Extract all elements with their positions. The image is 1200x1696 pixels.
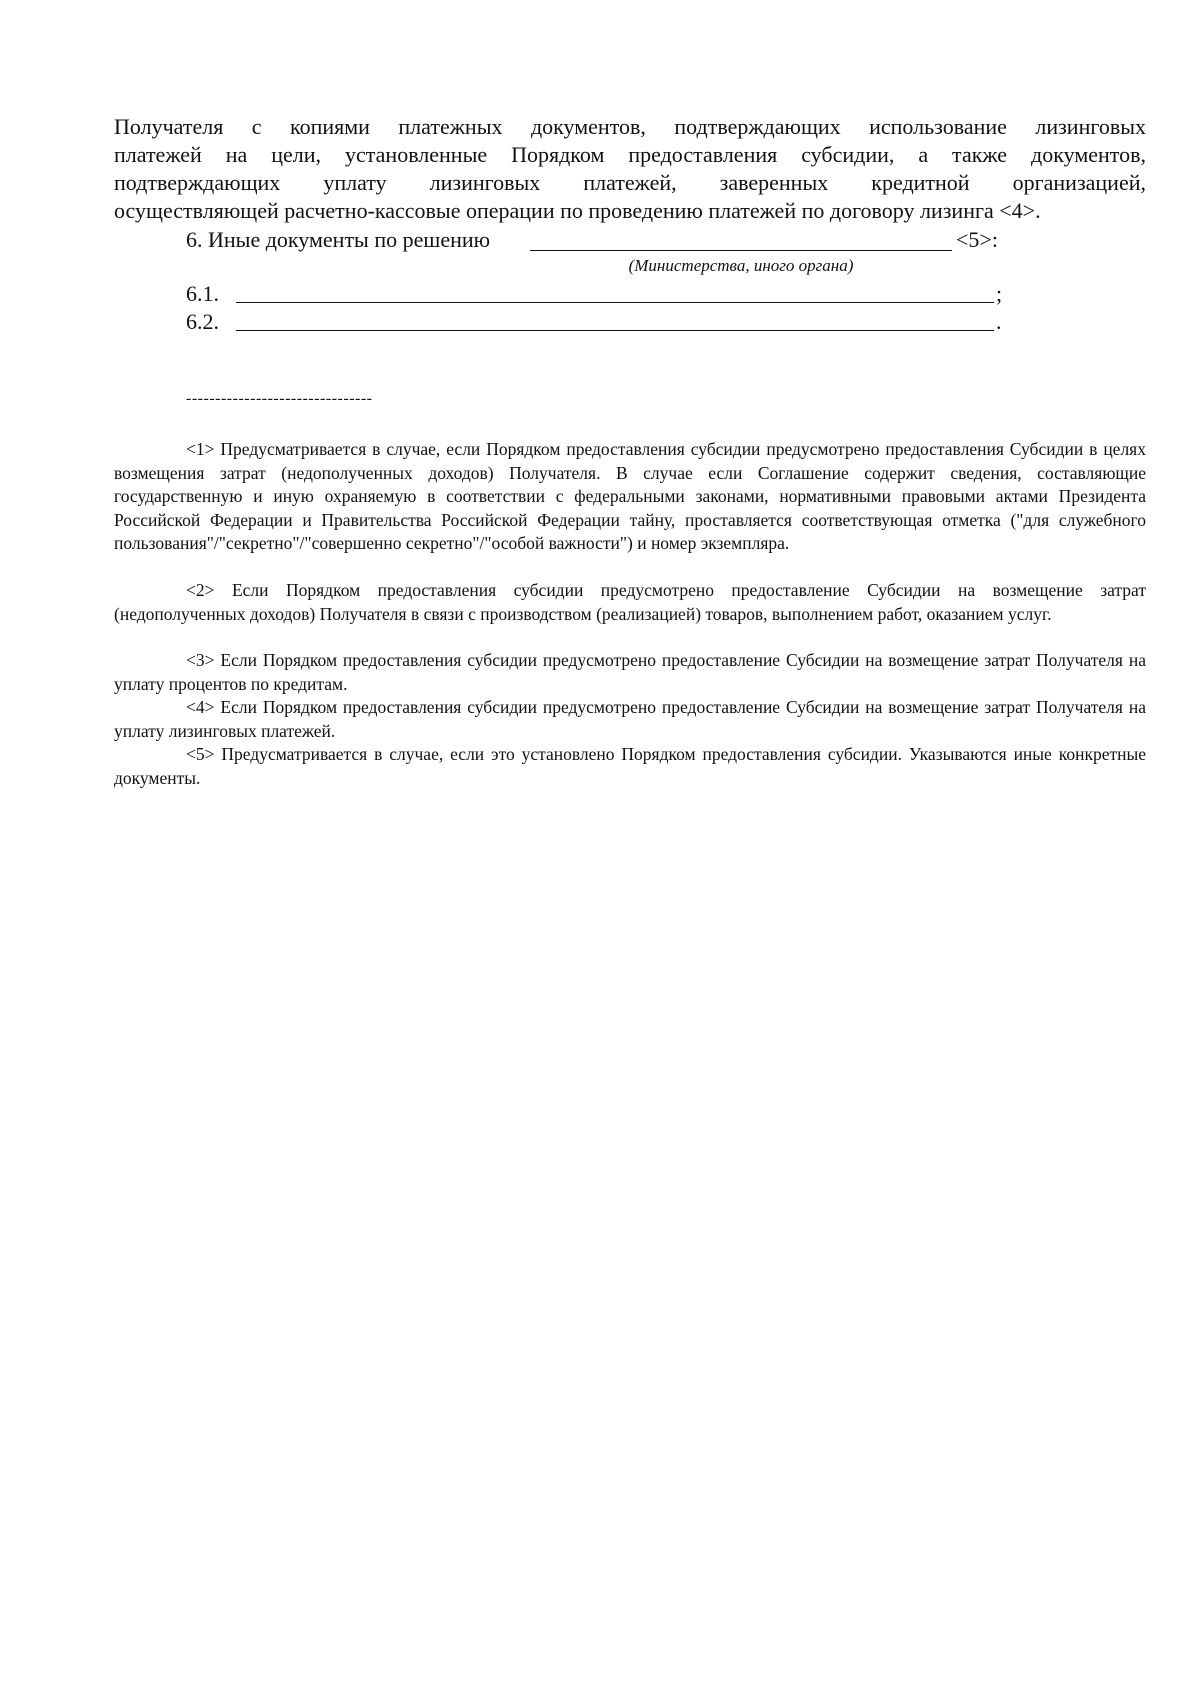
footnote-2 xyxy=(114,579,1146,626)
footnote-5 xyxy=(114,743,1146,790)
item-6-2-label: 6.2. xyxy=(186,309,219,334)
footnote-5-text: <5> Предусматривается в случае, если это установлено Порядком предоставления субсидии. Указываются иные конкретные документы. xyxy=(114,744,1146,788)
item-6-2-end: . xyxy=(996,309,1002,334)
paragraph-line: осуществляющей расчетно-кассовые операции по проведению платежей по договору лизинга <4>. xyxy=(114,198,1041,223)
footnote-3-text: <3> Если Порядком предоставления субсидии предусмотрено предоставление Субсидии на возмещение затрат Получателя на уплату процентов по кредитам. xyxy=(114,650,1146,694)
item-6-text: 6. Иные документы по решению xyxy=(186,227,491,252)
item-6-1-blank-line[interactable] xyxy=(236,302,994,303)
item-6-caption: (Министерства, иного органа) xyxy=(628,256,854,275)
item-6-footnote-ref: <5>: xyxy=(956,227,998,252)
footnote-separator: -------------------------------- xyxy=(186,390,373,407)
paragraph-line: Получателя с копиями платежных документов, подтверждающих использование лизинговых xyxy=(114,114,1146,139)
item-6-1-end: ; xyxy=(996,281,1003,306)
item-6-2-blank-line[interactable] xyxy=(236,330,994,331)
footnote-1-text: <1> Предусматривается в случае, если Порядком предоставления субсидии предусмотрено предоставления Субсидии в целях возмещения затрат (недополученных доходов) Получателя. В случае если Соглашение содержит сведения, составляющие государственную и иную охраняемую в соответствии с федеральными законами, нормативными правовыми актами Президента Российской Федерации и Правительства Российской Федерации тайну, проставляется соответствующая отметка ("для служебного пользования"/"секретно"/"совершенно секретно"/"особой важности") и номер экземпляра. xyxy=(114,439,1146,553)
item-6-blank-line[interactable] xyxy=(530,250,952,251)
paragraph-line: платежей на цели, установленные Порядком предоставления субсидии, а также документов, xyxy=(114,142,1146,167)
paragraph-continuation xyxy=(114,113,1146,225)
footnote-3 xyxy=(114,649,1146,696)
footnote-4-text: <4> Если Порядком предоставления субсидии предусмотрено предоставление Субсидии на возмещение затрат Получателя на уплату лизинговых платежей. xyxy=(114,697,1146,741)
footnote-2-text: <2> Если Порядком предоставления субсидии предусмотрено предоставление Субсидии на возмещение затрат (недополученных доходов) Получателя в связи с производством (реализацией) товаров, выполнением работ, оказанием услуг. xyxy=(114,580,1146,624)
footnote-4 xyxy=(114,696,1146,743)
item-6-1-label: 6.1. xyxy=(186,281,219,306)
paragraph-line: подтверждающих уплату лизинговых платежей, заверенных кредитной организацией, xyxy=(114,170,1146,195)
footnote-1 xyxy=(114,438,1146,556)
